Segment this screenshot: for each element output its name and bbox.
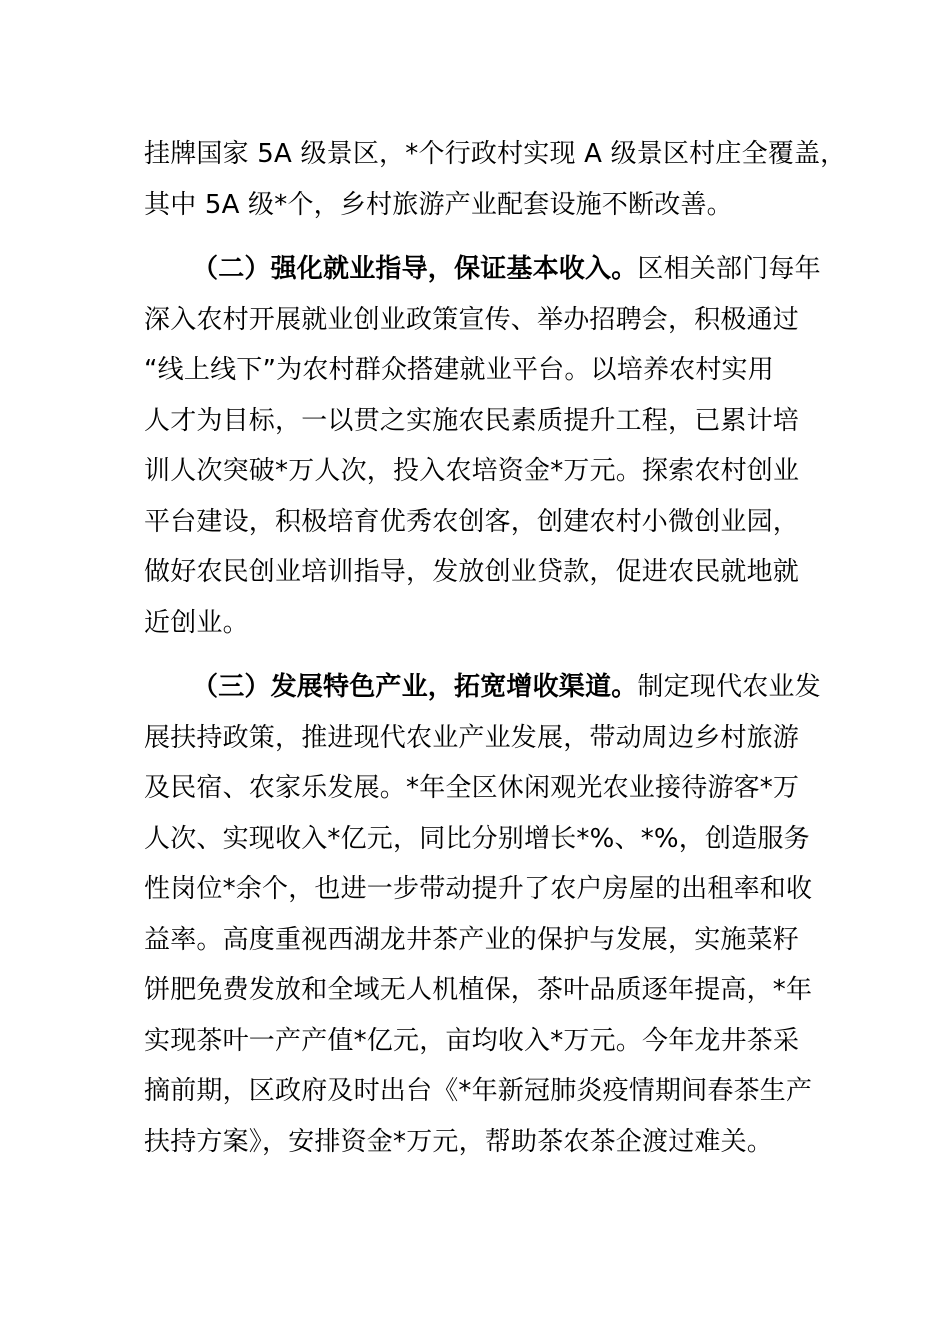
text-line: 饼肥免费发放和全域无人机植保，茶叶品质逐年提高，*年 xyxy=(144,975,813,1005)
text-line: 人才为目标，一以贯之实施农民素质提升工程，已累计培 xyxy=(144,405,800,436)
paragraph-3 xyxy=(144,662,821,1167)
text-line: 训人次突破*万人次，投入农培资金*万元。探索农村创业 xyxy=(144,456,800,486)
document-body xyxy=(144,129,847,1167)
section-heading: （三）发展特色产业，拓宽增收渠道。 xyxy=(192,672,638,702)
text-line: 及民宿、农家乐发展。*年全区休闲观光农业接待游客*万 xyxy=(144,773,800,803)
paragraph-first-line xyxy=(144,662,821,713)
text-run: 区相关部门每年 xyxy=(637,254,821,284)
text-line: 摘前期，区政府及时出台《*年新冠肺炎疫情期间春茶生产 xyxy=(144,1076,813,1106)
text-line: 人次、实现收入*亿元，同比分别增长*%、*%，创造服务 xyxy=(144,823,810,854)
text-line: 扶持方案》，安排资金*万元，帮助茶农茶企渡过难关。 xyxy=(144,1126,774,1157)
text-line: 深入农村开展就业创业政策宣传、举办招聘会，积极通过 xyxy=(144,304,800,335)
text-line: 平台建设，积极培育优秀农创客，创建农村小微创业园， xyxy=(144,506,800,537)
text-line: 做好农民创业培训指导，发放创业贷款，促进农民就地就 xyxy=(144,557,800,587)
text-line: 益率。高度重视西湖龙井茶产业的保护与发展，实施菜籽 xyxy=(144,924,800,955)
section-heading: （二）强化就业指导，保证基本收入。 xyxy=(192,254,638,284)
text-line: 挂牌国家 5A 级景区，*个行政村实现 A 级景区村庄全覆盖， xyxy=(144,139,847,169)
paragraph-first-line xyxy=(144,244,821,295)
text-line: 实现茶叶一产产值*亿元，亩均收入*万元。今年龙井茶采 xyxy=(144,1025,800,1056)
text-line: 近创业。 xyxy=(144,607,249,638)
text-line: 展扶持政策，推进现代农业产业发展，带动周边乡村旅游 xyxy=(144,722,800,753)
text-line: “线上线下”为农村群众搭建就业平台。以培养农村实用 xyxy=(144,355,774,385)
paragraph-2 xyxy=(144,244,821,648)
text-line: 其中 5A 级*个，乡村旅游产业配套设施不断改善。 xyxy=(144,189,733,220)
text-run: 制定现代农业发 xyxy=(637,672,821,702)
text-line: 性岗位*余个，也进一步带动提升了农户房屋的出租率和收 xyxy=(144,874,813,904)
paragraph-gap xyxy=(144,230,808,244)
paragraph-gap xyxy=(144,648,808,662)
paragraph-1 xyxy=(144,129,847,230)
